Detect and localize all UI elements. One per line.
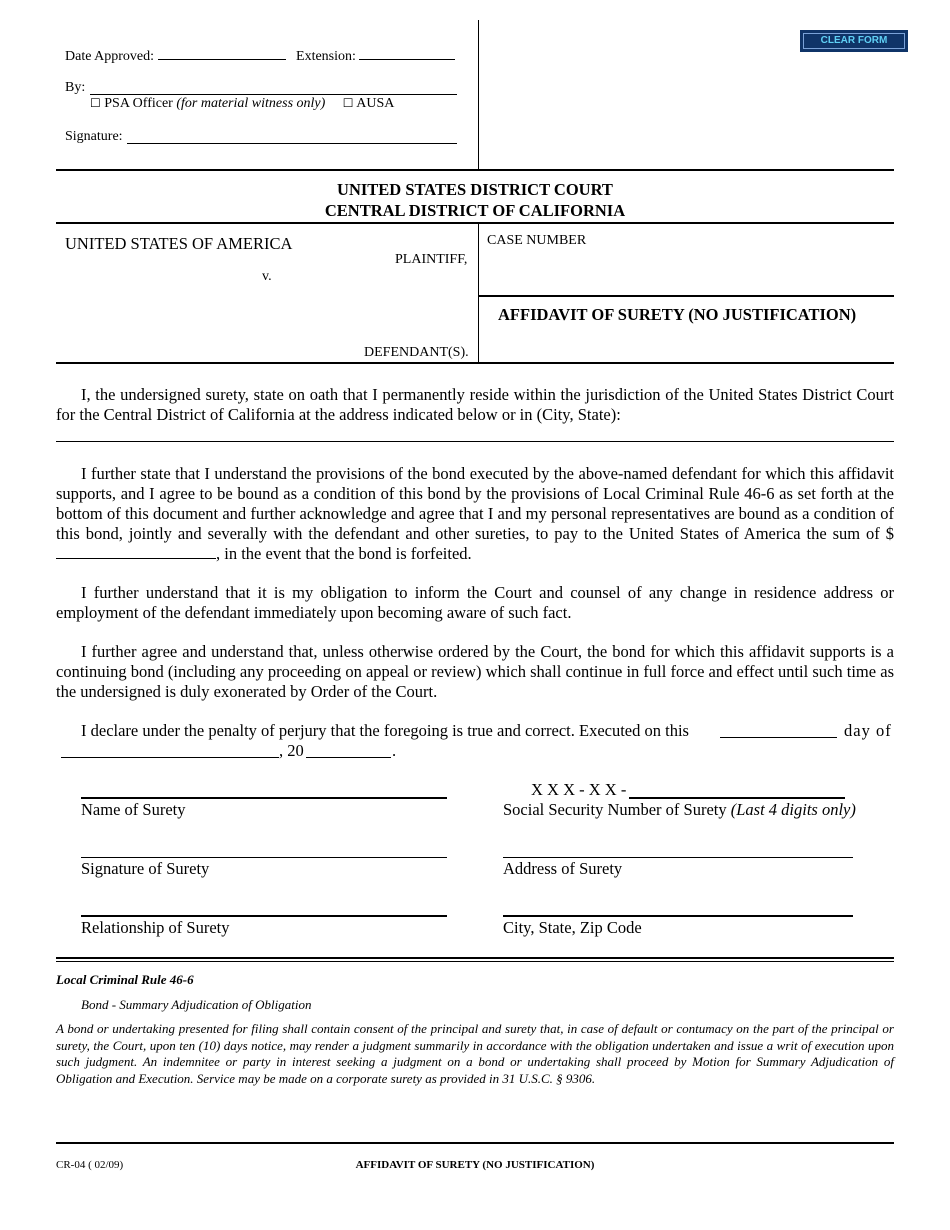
- bond-amount-field[interactable]: [56, 546, 216, 559]
- by-label: By:: [65, 80, 86, 95]
- court-name: UNITED STATES DISTRICT COURT: [337, 180, 613, 199]
- city-state-zip-label: City, State, Zip Code: [503, 918, 642, 937]
- year-prefix: , 20: [279, 741, 304, 760]
- ssn-note: (Last 4 digits only): [730, 800, 856, 819]
- versus-label: v.: [262, 269, 272, 284]
- footer-title: AFFIDAVIT OF SURETY (NO JUSTIFICATION): [355, 1159, 595, 1171]
- residence-field[interactable]: [56, 441, 894, 442]
- name-of-surety-field[interactable]: [81, 797, 447, 799]
- date-approved-field[interactable]: [158, 47, 286, 60]
- case-number-rule: [478, 295, 894, 297]
- signature-label: Signature:: [65, 129, 123, 144]
- rule-text: A bond or undertaking presented for filing shall contain consent of the principal and surety that, in case of default or contumacy on the part of the principal or surety, the Court, upon ten (10) days notice, may render a judgment summarily in accordance with the obligation undertaken and issue a writ of execution upon such judgment. An indemnitee or party in interest seeking a judgment on a bond or undertaking shall proceed by Motion for Summary Adjudication of Obligation and Execution. Service may be made on a corporate surety as provided in 31 U.S.C. § 9306.: [56, 1021, 894, 1086]
- extension-label: Extension:: [296, 49, 356, 64]
- caption-top-rule: [56, 222, 894, 224]
- notification-statement: I further understand that it is my obligation to inform the Court and counsel of any change in residence address or employment of the defendant immediately upon becoming aware of such fact.: [56, 583, 894, 622]
- document-title: AFFIDAVIT OF SURETY (NO JUSTIFICATION): [498, 305, 857, 324]
- forfeiture-text: , in the event that the bond is forfeited.: [216, 544, 472, 563]
- date-approved-label: Date Approved:: [65, 49, 155, 64]
- residence-statement: I, the undersigned surety, state on oath that I permanently reside within the jurisdiction of the United States District Court for the Central District of California at the address indicated below or in (City, State):: [56, 385, 894, 424]
- rule-section-divider-bottom: [56, 961, 894, 962]
- footer-rule: [56, 1142, 894, 1144]
- execution-day-field[interactable]: [720, 737, 837, 738]
- clear-form-button[interactable]: CLEAR FORM: [800, 30, 908, 52]
- case-number-label: CASE NUMBER: [487, 233, 587, 248]
- dollar-sign: $: [885, 524, 894, 543]
- rule-subheading: Bond - Summary Adjudication of Obligation: [81, 997, 312, 1012]
- header-vertical-divider: [478, 20, 479, 170]
- plaintiff-name: UNITED STATES OF AMERICA: [65, 234, 293, 253]
- declaration-line1: [81, 721, 894, 741]
- execution-month-field[interactable]: [61, 757, 279, 758]
- bond-provisions-text: I further state that I understand the provisions of the bond executed by the above-named defendant for which this affidavit supports, and I agree to be bound as a condition of this bond by the provisions of Local Criminal Rule 46-6 as set forth at the bottom of this document and further acknowledge and agree that I and my personal representatives are bound as a condition of this bond, jointly and severally with the defendant and other sureties, to pay to the United States of America the sum of: [56, 464, 894, 543]
- psa-officer-label: PSA Officer: [104, 96, 173, 111]
- ausa-label: AUSA: [356, 96, 395, 111]
- execution-year-field[interactable]: [306, 757, 391, 758]
- defendant-label: DEFENDANT(S).: [364, 345, 469, 360]
- ssn-prefix: X X X - X X -: [531, 780, 627, 799]
- plaintiff-label: PLAINTIFF,: [395, 252, 468, 267]
- day-of-label: day of: [844, 721, 892, 740]
- city-state-zip-field[interactable]: [503, 915, 853, 917]
- declaration-text: I declare under the penalty of perjury that the foregoing is true and correct. Executed on this: [81, 721, 689, 740]
- address-of-surety-label: Address of Surety: [503, 859, 623, 878]
- court-top-rule: [56, 169, 894, 171]
- ssn-label-row: [503, 800, 856, 820]
- form-id: CR-04 ( 02/09): [56, 1159, 124, 1171]
- declaration-period: .: [392, 741, 397, 760]
- approval-signature-field[interactable]: [127, 143, 457, 144]
- caption-bottom-rule: [56, 362, 894, 364]
- caption-vertical-divider: [478, 223, 479, 363]
- signature-of-surety-field[interactable]: [81, 857, 447, 858]
- court-district: CENTRAL DISTRICT OF CALIFORNIA: [324, 201, 626, 220]
- extension-field[interactable]: [359, 47, 455, 60]
- psa-officer-checkbox[interactable]: ☐: [90, 96, 101, 110]
- relationship-of-surety-label: Relationship of Surety: [81, 918, 230, 937]
- court-title: [56, 179, 894, 221]
- signature-row: [65, 129, 123, 145]
- ssn-last4-field[interactable]: [629, 797, 845, 799]
- name-of-surety-label: Name of Surety: [81, 800, 186, 819]
- rule-heading: Local Criminal Rule 46-6: [56, 972, 194, 987]
- signature-of-surety-label: Signature of Surety: [81, 859, 210, 878]
- address-of-surety-field[interactable]: [503, 857, 853, 858]
- by-field[interactable]: [90, 94, 457, 95]
- date-approved-row: [65, 47, 465, 65]
- ausa-checkbox[interactable]: ☐: [342, 96, 354, 110]
- psa-officer-note: (for material witness only): [176, 96, 326, 111]
- officer-options-row: [90, 96, 394, 112]
- ssn-label: Social Security Number of Surety: [503, 800, 727, 819]
- relationship-of-surety-field[interactable]: [81, 915, 447, 917]
- continuing-bond-statement: I further agree and understand that, unless otherwise ordered by the Court, the bond for which this affidavit supports is a continuing bond (including any proceeding on appeal or review) which shall continue in full force and effect until such time as the undersigned is duly exonerated by Order of the Court.: [56, 642, 894, 701]
- bond-provisions-statement: [56, 464, 894, 564]
- rule-section-divider-top: [56, 957, 894, 959]
